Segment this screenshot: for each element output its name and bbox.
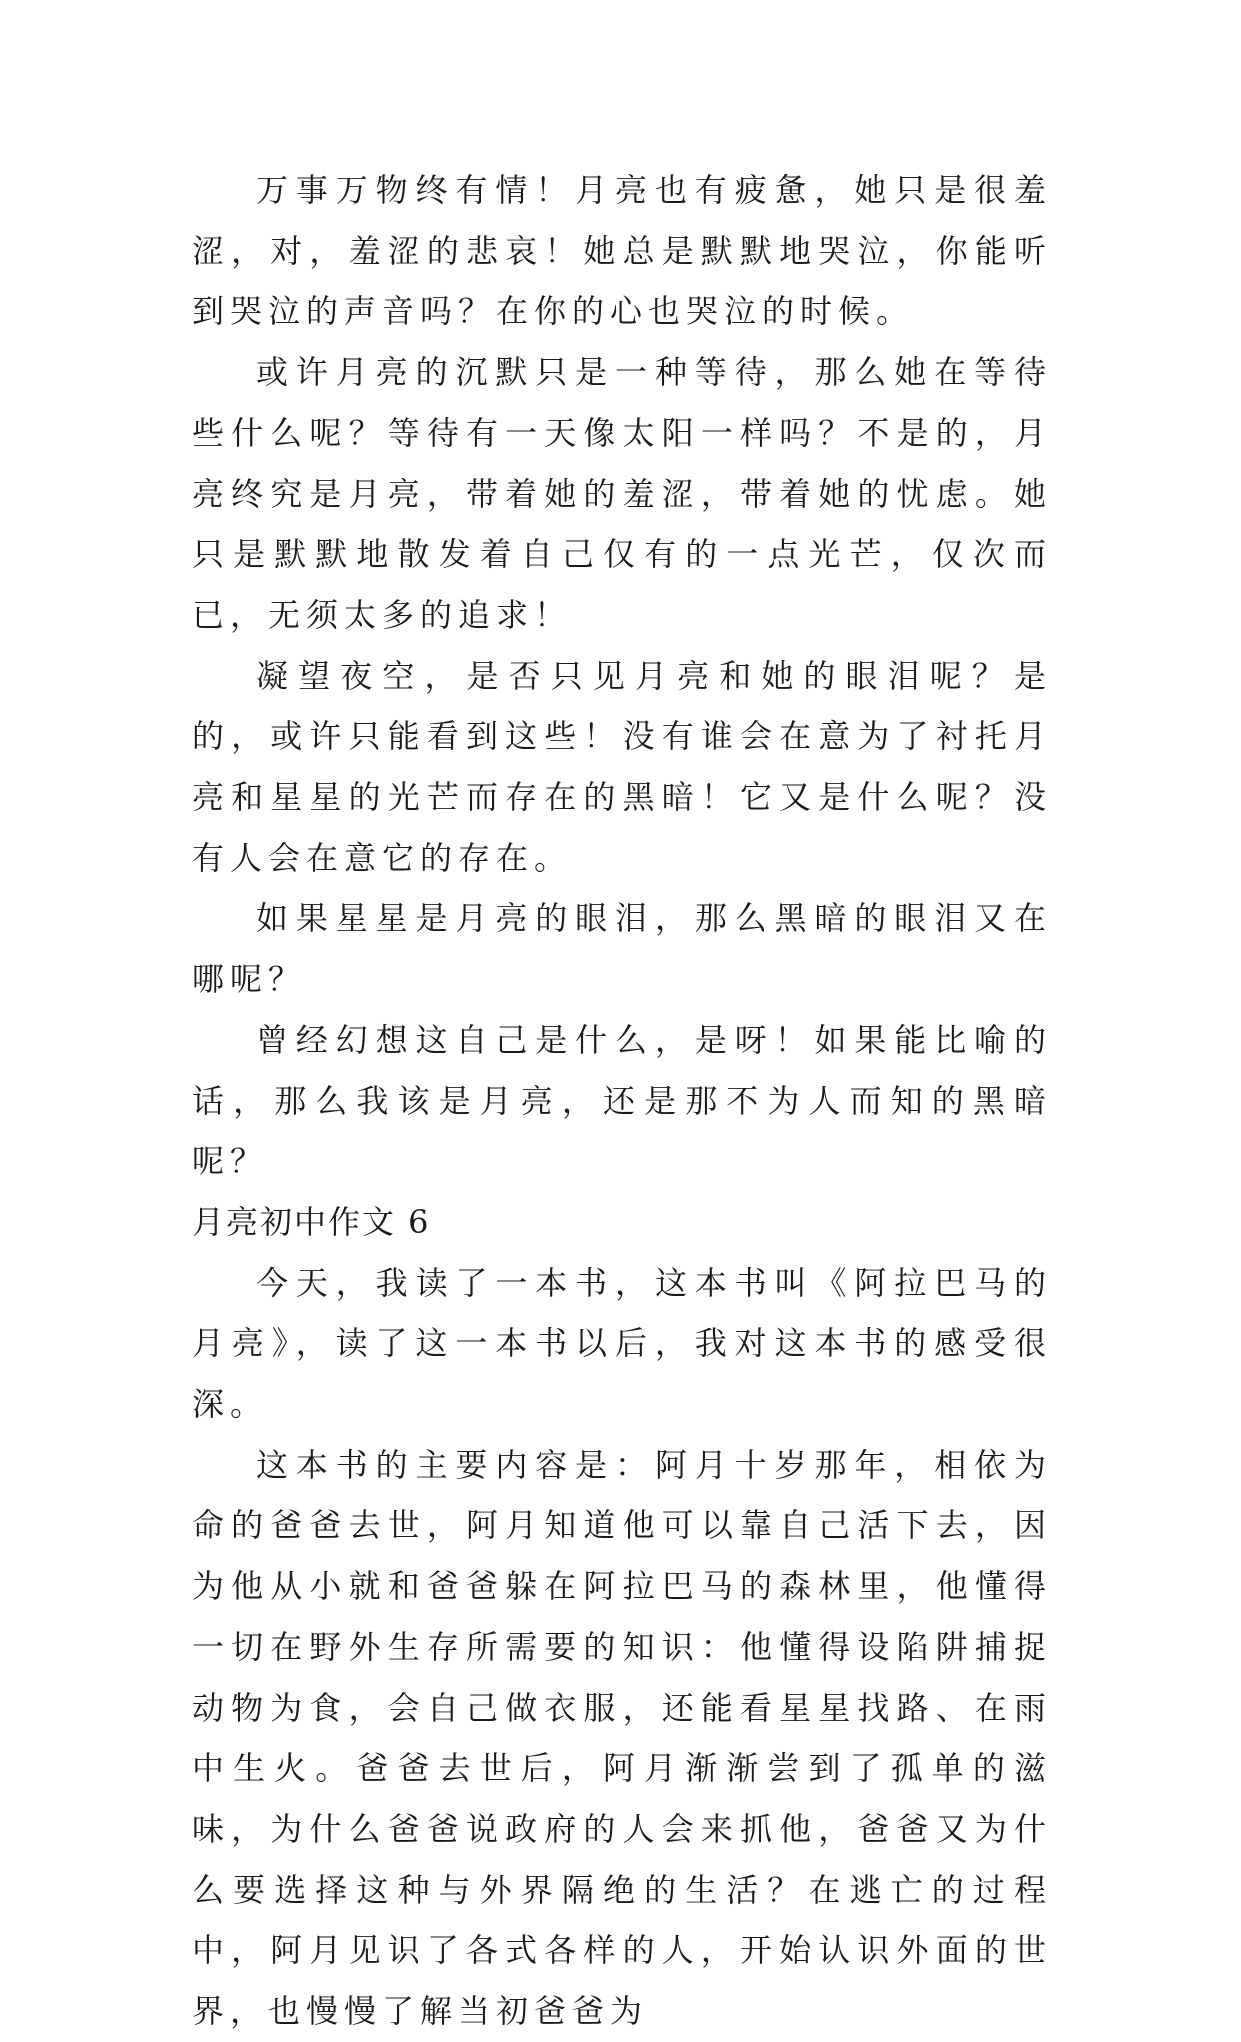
paragraph: 曾经幻想这自己是什么，是呀！如果能比喻的话，那么我该是月亮，还是那不为人而知的黑暗呢？: [192, 1020, 1052, 1181]
paragraph: 这本书的主要内容是：阿月十岁那年，相依为命的爸爸去世，阿月知道他可以靠自己活下去，因为他从小就和爸爸躲在阿拉巴马的森林里，他懂得一切在野外生存所需要的知识：他懂得设陷阱捕捉动物为食，会自己做衣服，还能看星星找路、在雨中生火。爸爸去世后，阿月渐渐尝到了孤单的滋味，为什么爸爸说政府的人会来抓他，爸爸又为什么要选择这种与外界隔绝的生活？在逃亡的过程中，阿月见识了各式各样的人，开始认识外面的世界，也慢慢了解当初爸爸为: [192, 1445, 1052, 2031]
paragraph: 或许月亮的沉默只是一种等待，那么她在等待些什么呢？等待有一天像太阳一样吗？不是的，月亮终究是月亮，带着她的羞涩，带着她的忧虑。她只是默默地散发着自己仅有的一点光芒，仅次而已，无须太多的追求！: [192, 353, 1052, 634]
paragraph: 凝望夜空，是否只见月亮和她的眼泪呢？是的，或许只能看到这些！没有谁会在意为了衬托月亮和星星的光芒而存在的黑暗！它又是什么呢？没有人会在意它的存在。: [192, 656, 1052, 877]
paragraph: 今天，我读了一本书，这本书叫《阿拉巴马的月亮》，读了这一本书以后，我对这本书的感受很深。: [192, 1263, 1052, 1424]
paragraph: 如果星星是月亮的眼泪，那么黑暗的眼泪又在哪呢？: [192, 899, 1052, 999]
paragraph: 万事万物终有情！月亮也有疲惫，她只是很羞涩，对，羞涩的悲哀！她总是默默地哭泣，你能听到哭泣的声音吗？在你的心也哭泣的时候。: [192, 171, 1052, 331]
section-heading: 月亮初中作文 6: [192, 1202, 431, 1241]
document-body: [192, 160, 1052, 2042]
